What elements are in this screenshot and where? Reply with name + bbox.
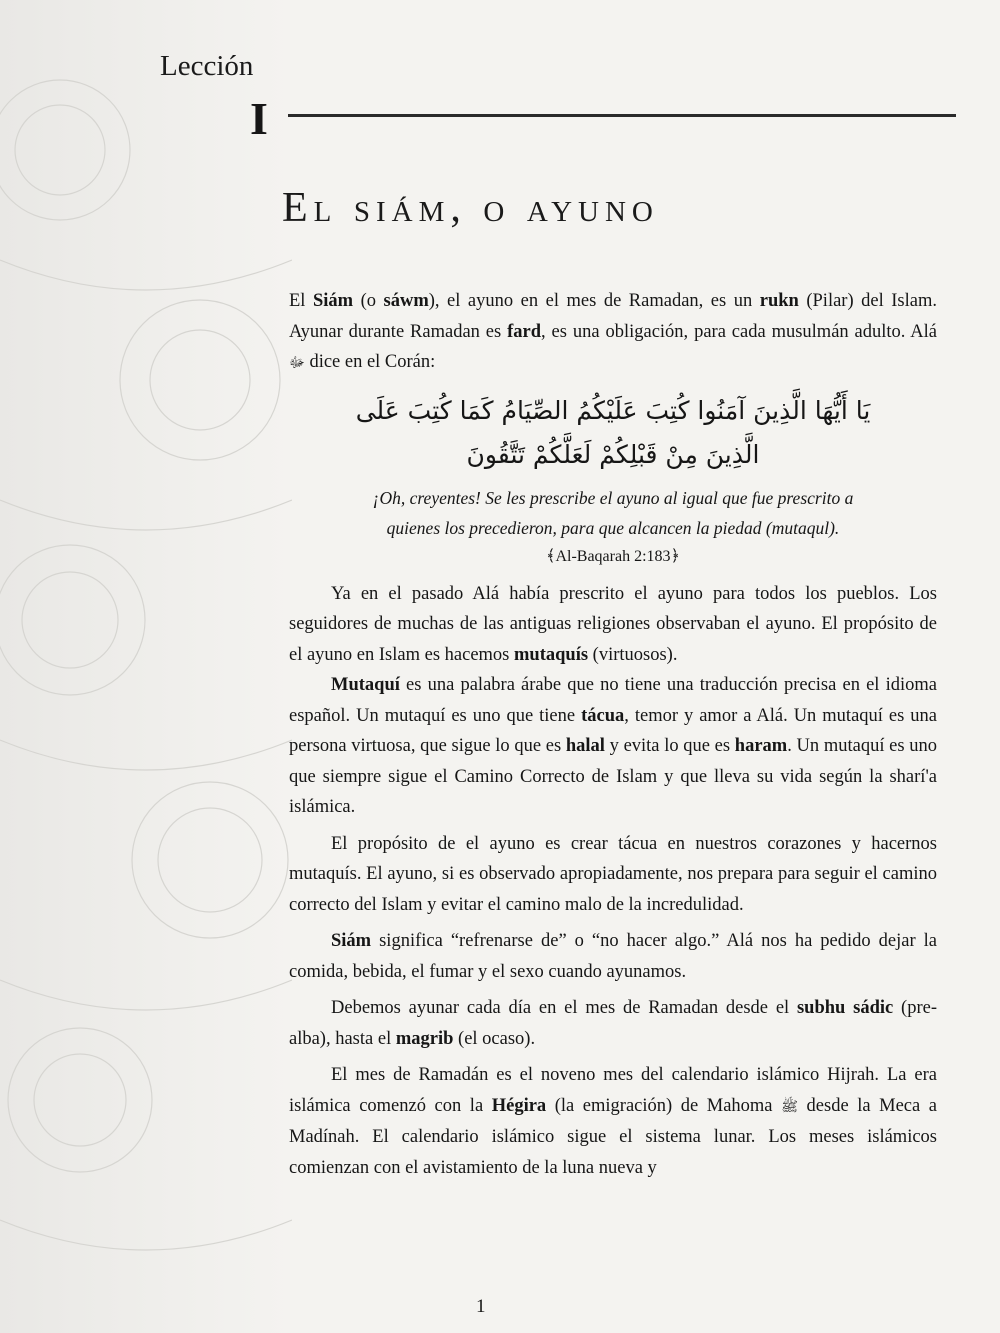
quran-verse-arabic: يَا أَيُّهَا الَّذِينَ آمَنُوا كُتِبَ عَلَيْكُمُ الصِّيَامُ كَمَا كُتِبَ عَلَى الَّذِينَ مِنْ قَبْلِكُمْ لَعَلَّكُمْ تَتَّقُونَ [355,395,871,469]
honorific-glyph-icon: ﷺ [781,1098,798,1115]
honorific-glyph-icon: ﷻ [289,355,305,371]
paragraph-4: Siám significa “refrenarse de” o “no hacer algo.” Alá nos ha pedido dejar la comida, bebida, el fumar y el sexo cuando ayunamos. [289,931,937,982]
intro-paragraph: El Siám (o sáwm), el ayuno en el mes de Ramadan, es un rukn (Pilar) del Islam. Ayunar durante Ramadan es fard, es una obligación, para cada musulmán adulto. Alá ﷻ dice en el Corán: [289,291,937,372]
paragraph-5: Debemos ayunar cada día en el mes de Ramadan desde el subhu sádic (pre-alba), hasta el magrib (el ocaso). [289,998,937,1049]
decorative-side-panel [0,0,292,1333]
lesson-label: Lección [160,50,254,82]
page-number: 1 [476,1296,486,1317]
body-text [289,286,937,1183]
paragraph-2: Mutaquí es una palabra árabe que no tiene una traducción precisa en el idioma español. Un mutaquí es uno que tiene tácua, temor y amor a Alá. Un mutaquí es una persona virtuosa, que sigue lo que es halal y evita lo que es haram. Un mutaquí es uno que siempre sigue el Camino Correcto de Islam y que lleva su vida según la sharí'a islámica. [289,675,938,817]
paragraph-3: El propósito de el ayuno es crear tácua en nuestros corazones y hacernos mutaquís. El ayuno, si es observado apropiadamente, nos prepara para seguir el camino correcto del Islam y evitar el camino malo de la incredulidad. [289,833,937,915]
quran-citation: ﴾Al-Baqarah 2:183﴿ [546,547,680,565]
paragraph-1: Ya en el pasado Alá había prescrito el ayuno para todos los pueblos. Los seguidores de muchas de las antiguas religiones observaban el ayuno. El propósito de el ayuno en Islam es hacemos mutaquís (virtuosos). [289,583,937,665]
arabesque-pattern-icon [0,0,292,1333]
paragraph-6: El mes de Ramadán es el noveno mes del calendario islámico Hijrah. La era islámica comenzó con la Hégira (la emigración) de Mahoma ﷺ desde la Meca a Madínah. El calendario islámico sigue el sistema lunar. Los meses islámicos comienzan con el avistamiento de la luna nueva y [289,1065,937,1178]
chapter-title: El siám, o ayuno [282,185,659,231]
quran-translation: ¡Oh, creyentes! Se les prescribe el ayuno al igual que fue prescrito a quienes los precedieron, para que alcancen la piedad (mutaqul). [372,487,854,538]
lesson-number: I [250,93,268,144]
lesson-divider [288,114,956,117]
